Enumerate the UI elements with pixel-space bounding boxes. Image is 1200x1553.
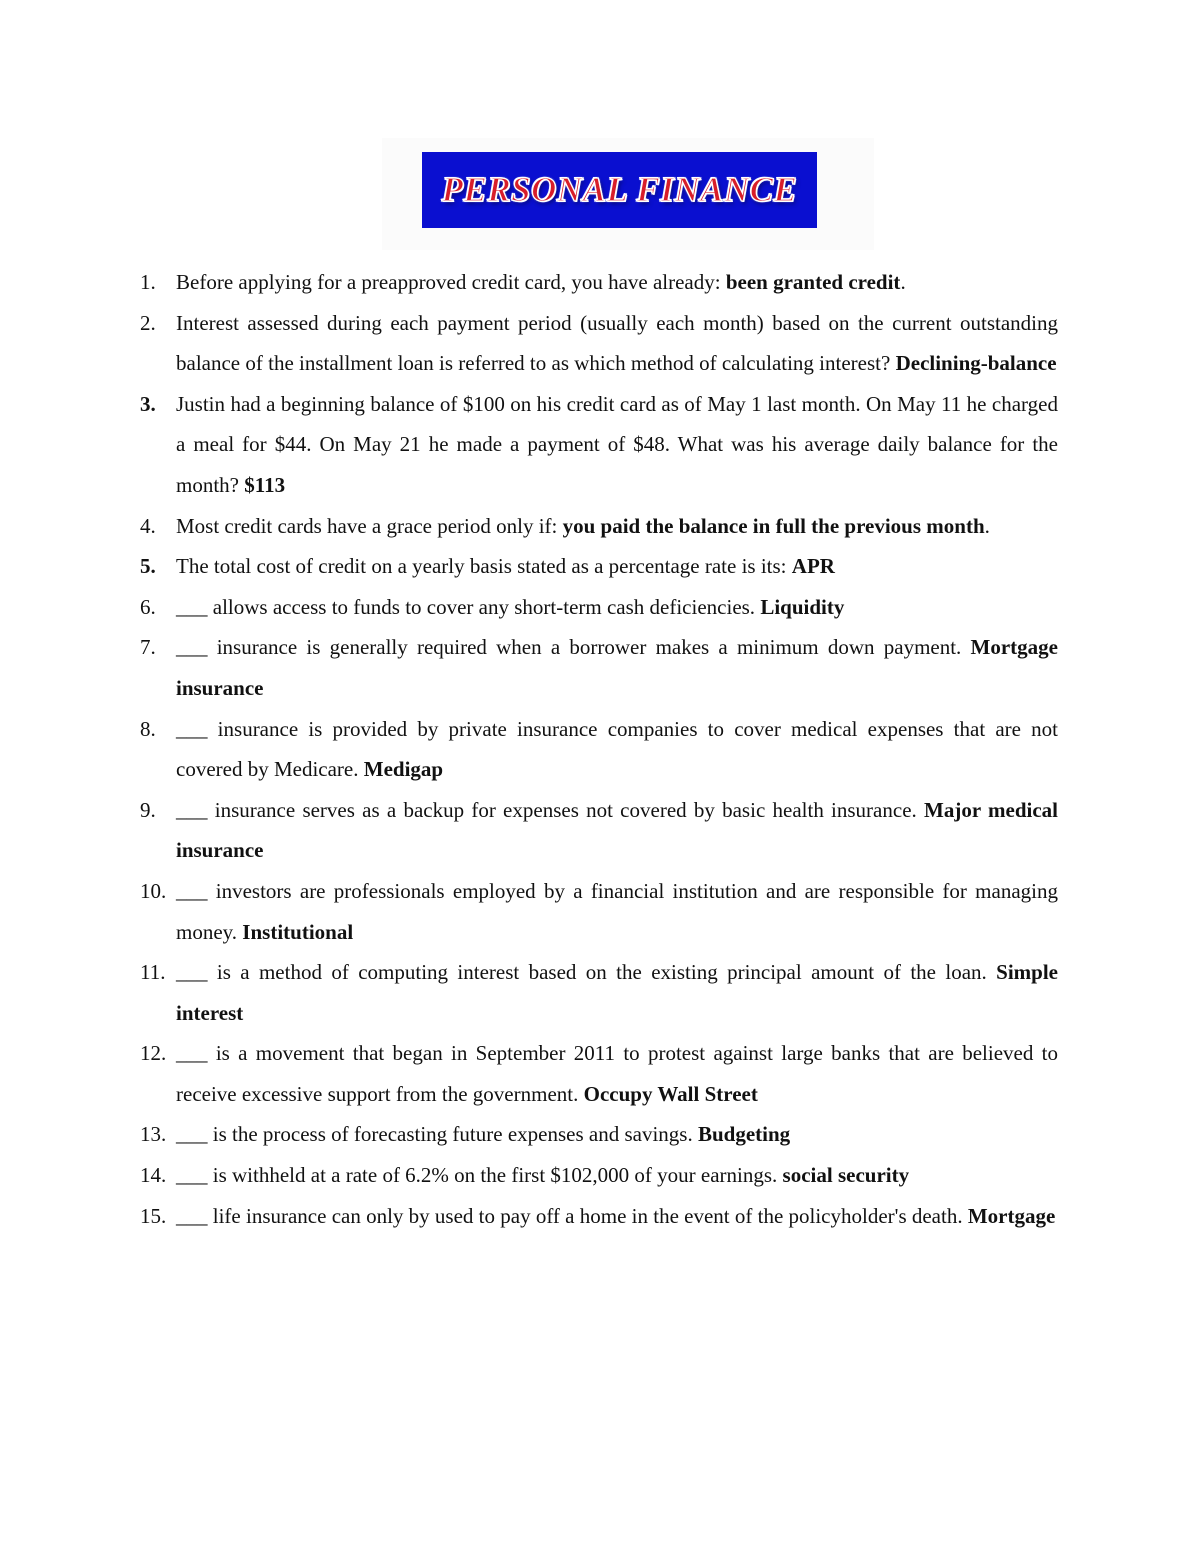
question-text: Justin had a beginning balance of $100 on his credit card as of May 1 last month. On May 11 he charged a meal for $44. On May 21 he made a payment of $48. What was his average daily balance for the month? bbox=[176, 391, 1058, 497]
answer-text: been granted credit bbox=[725, 270, 901, 294]
question-item bbox=[140, 1196, 1058, 1237]
question-number: 5. bbox=[140, 554, 156, 579]
question-text: ___ life insurance can only by used to pay off a home in the event of the policyholder's death. bbox=[176, 1203, 968, 1228]
page-title: PERSONAL FINANCE bbox=[441, 170, 798, 209]
question-text: ___ investors are professionals employed by a financial institution and are responsible for managing money. bbox=[176, 878, 1058, 944]
question-item bbox=[140, 262, 1058, 303]
question-item bbox=[140, 627, 1058, 708]
question-text: Before applying for a preapproved credit card, you have already: bbox=[176, 270, 726, 294]
question-number: 1. bbox=[140, 270, 156, 294]
question-number: 9. bbox=[140, 797, 156, 822]
question-number: 12. bbox=[140, 1041, 167, 1066]
question-text: ___ allows access to funds to cover any short-term cash deficiencies. bbox=[176, 594, 761, 619]
question-number: 3. bbox=[140, 391, 156, 416]
banner-background bbox=[422, 152, 817, 228]
answer-text: you paid the balance in full the previous month bbox=[562, 513, 985, 538]
question-number: 7. bbox=[140, 635, 156, 660]
answer-text: $113 bbox=[244, 472, 286, 497]
answer-text: Institutional bbox=[242, 919, 354, 944]
question-item bbox=[140, 546, 1058, 587]
answer-text: Liquidity bbox=[760, 594, 845, 619]
question-item bbox=[140, 384, 1058, 506]
answer-text: Simple interest bbox=[176, 960, 1058, 1025]
question-number: 14. bbox=[140, 1163, 167, 1188]
answer-text: social security bbox=[782, 1163, 910, 1188]
question-text: ___ insurance is generally required when a borrower makes a minimum down payment. bbox=[176, 635, 971, 660]
answer-text: Medigap bbox=[363, 757, 444, 782]
question-text: ___ is a movement that began in September 2011 to protest against large banks that are believed to receive excessive support from the government. bbox=[176, 1041, 1058, 1106]
question-number: 10. bbox=[140, 878, 167, 903]
question-text: ___ insurance is provided by private insurance companies to cover medical expenses that are not covered by Medicare. bbox=[176, 716, 1058, 782]
question-item bbox=[140, 952, 1058, 1033]
question-item bbox=[140, 303, 1058, 384]
question-text: Most credit cards have a grace period only if: bbox=[176, 513, 563, 538]
answer-text: Occupy Wall Street bbox=[583, 1081, 758, 1106]
title-banner bbox=[382, 138, 874, 250]
question-number: 11. bbox=[140, 960, 166, 985]
answer-text: APR bbox=[791, 554, 835, 579]
question-text: Interest assessed during each payment period (usually each month) based on the current outstanding balance of the installment loan is referred to as which method of calculating interest? bbox=[176, 310, 1058, 376]
question-text: The total cost of credit on a yearly basis stated as a percentage rate is its: bbox=[176, 554, 792, 579]
answer-text: Mortgage bbox=[967, 1203, 1056, 1228]
question-text: ___ is a method of computing interest based on the existing principal amount of the loan. bbox=[176, 960, 997, 985]
question-item bbox=[140, 709, 1058, 790]
answer-text: Major medical insurance bbox=[176, 797, 1058, 863]
answer-text: Declining-balance bbox=[895, 351, 1057, 376]
answer-text: Mortgage insurance bbox=[176, 635, 1058, 700]
question-item bbox=[140, 1155, 1058, 1196]
question-text: ___ is the process of forecasting future expenses and savings. bbox=[176, 1122, 698, 1147]
question-number: 4. bbox=[140, 513, 156, 538]
question-number: 15. bbox=[140, 1203, 167, 1228]
question-number: 13. bbox=[140, 1122, 167, 1147]
answer-trail: . bbox=[984, 513, 990, 538]
question-item bbox=[140, 871, 1058, 952]
question-item bbox=[140, 1033, 1058, 1114]
answer-trail: . bbox=[900, 270, 906, 294]
question-number: 6. bbox=[140, 594, 156, 619]
question-number: 8. bbox=[140, 716, 156, 741]
question-item bbox=[140, 587, 1058, 628]
question-number: 2. bbox=[140, 310, 156, 335]
question-text: ___ is withheld at a rate of 6.2% on the first $102,000 of your earnings. bbox=[176, 1163, 783, 1188]
question-text: ___ insurance serves as a backup for expenses not covered by basic health insurance. bbox=[176, 797, 925, 822]
question-item bbox=[140, 506, 1058, 547]
answer-text: Budgeting bbox=[697, 1122, 791, 1147]
question-list bbox=[140, 262, 1058, 1236]
question-item bbox=[140, 1114, 1058, 1155]
question-item bbox=[140, 790, 1058, 871]
